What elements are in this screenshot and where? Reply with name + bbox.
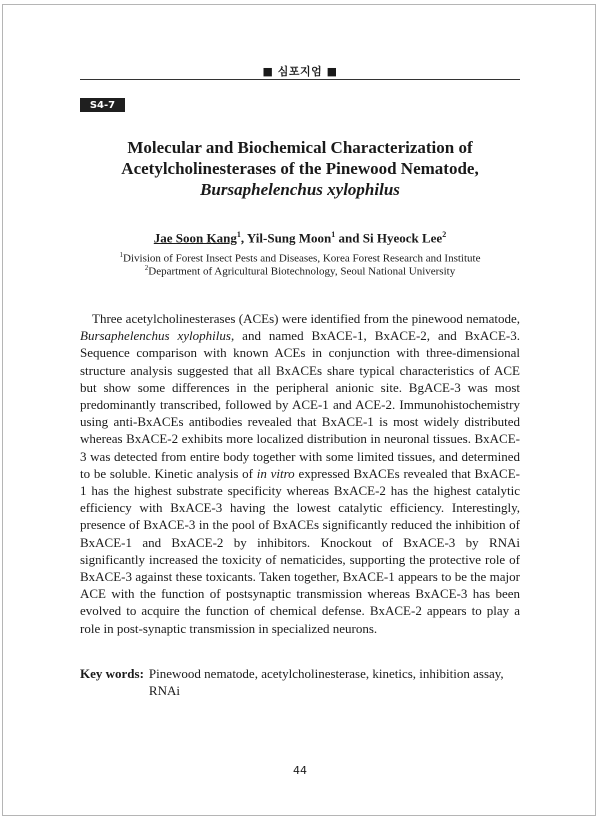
keywords: [80, 665, 520, 699]
title-line-1: Molecular and Biochemical Characterization of: [127, 138, 473, 157]
author-list: [80, 230, 520, 246]
author-name: Yil-Sung Moon: [246, 230, 332, 246]
abstract: [80, 310, 520, 637]
abstract-part-3: expressed BxACEs revealed that BxACE-1 has the highest substrate specificity whereas BxACE-2 has the highest catalytic efficiency with BxACE-3 having the lowest catalytic efficiency. Interestingly, presence of BxACE-3 in the pool of BxACEs significantly reduced the inhibition of BxACE-1 and BxACE-2 by inhibitors. Knockout of BxACE-3 by RNAi significantly increased the toxicity of nematicides, supporting the protective role of BxACE-3 against these toxicants. Taken together, BxACE-1 appears to be the major ACE with the function of postsynaptic transmission whereas BxACE-3 has been evolved to acquire the function of chemical defense. BxACE-2 appears to play a role in post-synaptic transmission in specialized neurons.: [80, 465, 520, 636]
affiliation-number: 1: [119, 251, 124, 259]
affiliation-2: [80, 264, 520, 278]
author-name: Si Hyeock Lee: [362, 230, 443, 246]
keywords-text: Pinewood nematode, acetylcholinesterase, kinetics, inhibition assay, RNAi: [148, 666, 504, 698]
affiliation-text: Division of Forest Insect Pests and Diseases, Korea Forest Research and Institute: [123, 252, 481, 265]
affiliation-1: [80, 251, 520, 265]
author-affiliation-mark: 1: [331, 230, 336, 239]
author-separator: and: [335, 230, 363, 246]
abstract-part-1: Three acetylcholinesterases (ACEs) were identified from the pinewood nematode,: [92, 311, 520, 326]
abstract-in-vitro: in vitro: [256, 465, 295, 481]
paper-title: [80, 137, 520, 200]
abstract-part-2: , and named BxACE-1, BxACE-2, and BxACE-3. Sequence comparison with known ACEs in conjunction with three-dimensional structure analysis suggested that all BxACEs share typical characteristics of ACE but show some differences in the peripheral anionic site. BgACE-3 was most predominantly transcribed, followed by ACE-1 and ACE-2. Immunohistochemistry using anti-BxACEs antibodies revealed that BxACE-1 is most widely distributed whereas BxACE-2 exhibits more localized distribution in neuronal tissues. BxACE-3 was detected from entire body together with some limited tissues, and determined to be soluble. Kinetic analysis of: [80, 328, 520, 481]
affiliation-number: 2: [144, 264, 149, 272]
author-name: Jae Soon Kang: [153, 230, 237, 246]
abstract-species-name: Bursaphelenchus xylophilus: [80, 328, 231, 344]
author-affiliation-mark: 2: [442, 230, 447, 239]
session-badge: S4-7: [80, 98, 125, 112]
keywords-label: Key words:: [80, 666, 144, 681]
author-separator: ,: [240, 230, 247, 246]
title-line-2: Acetylcholinesterases of the Pinewood Nematode,: [121, 159, 479, 178]
affiliation-text: Department of Agricultural Biotechnology, Seoul National University: [148, 265, 456, 278]
running-header: ■ 심포지엄 ■: [262, 65, 338, 78]
header-rule: [80, 79, 520, 80]
author-affiliation-mark: 1: [236, 230, 241, 239]
page-number: 44: [293, 764, 307, 777]
title-line-3-species: Bursaphelenchus xylophilus: [200, 180, 400, 199]
